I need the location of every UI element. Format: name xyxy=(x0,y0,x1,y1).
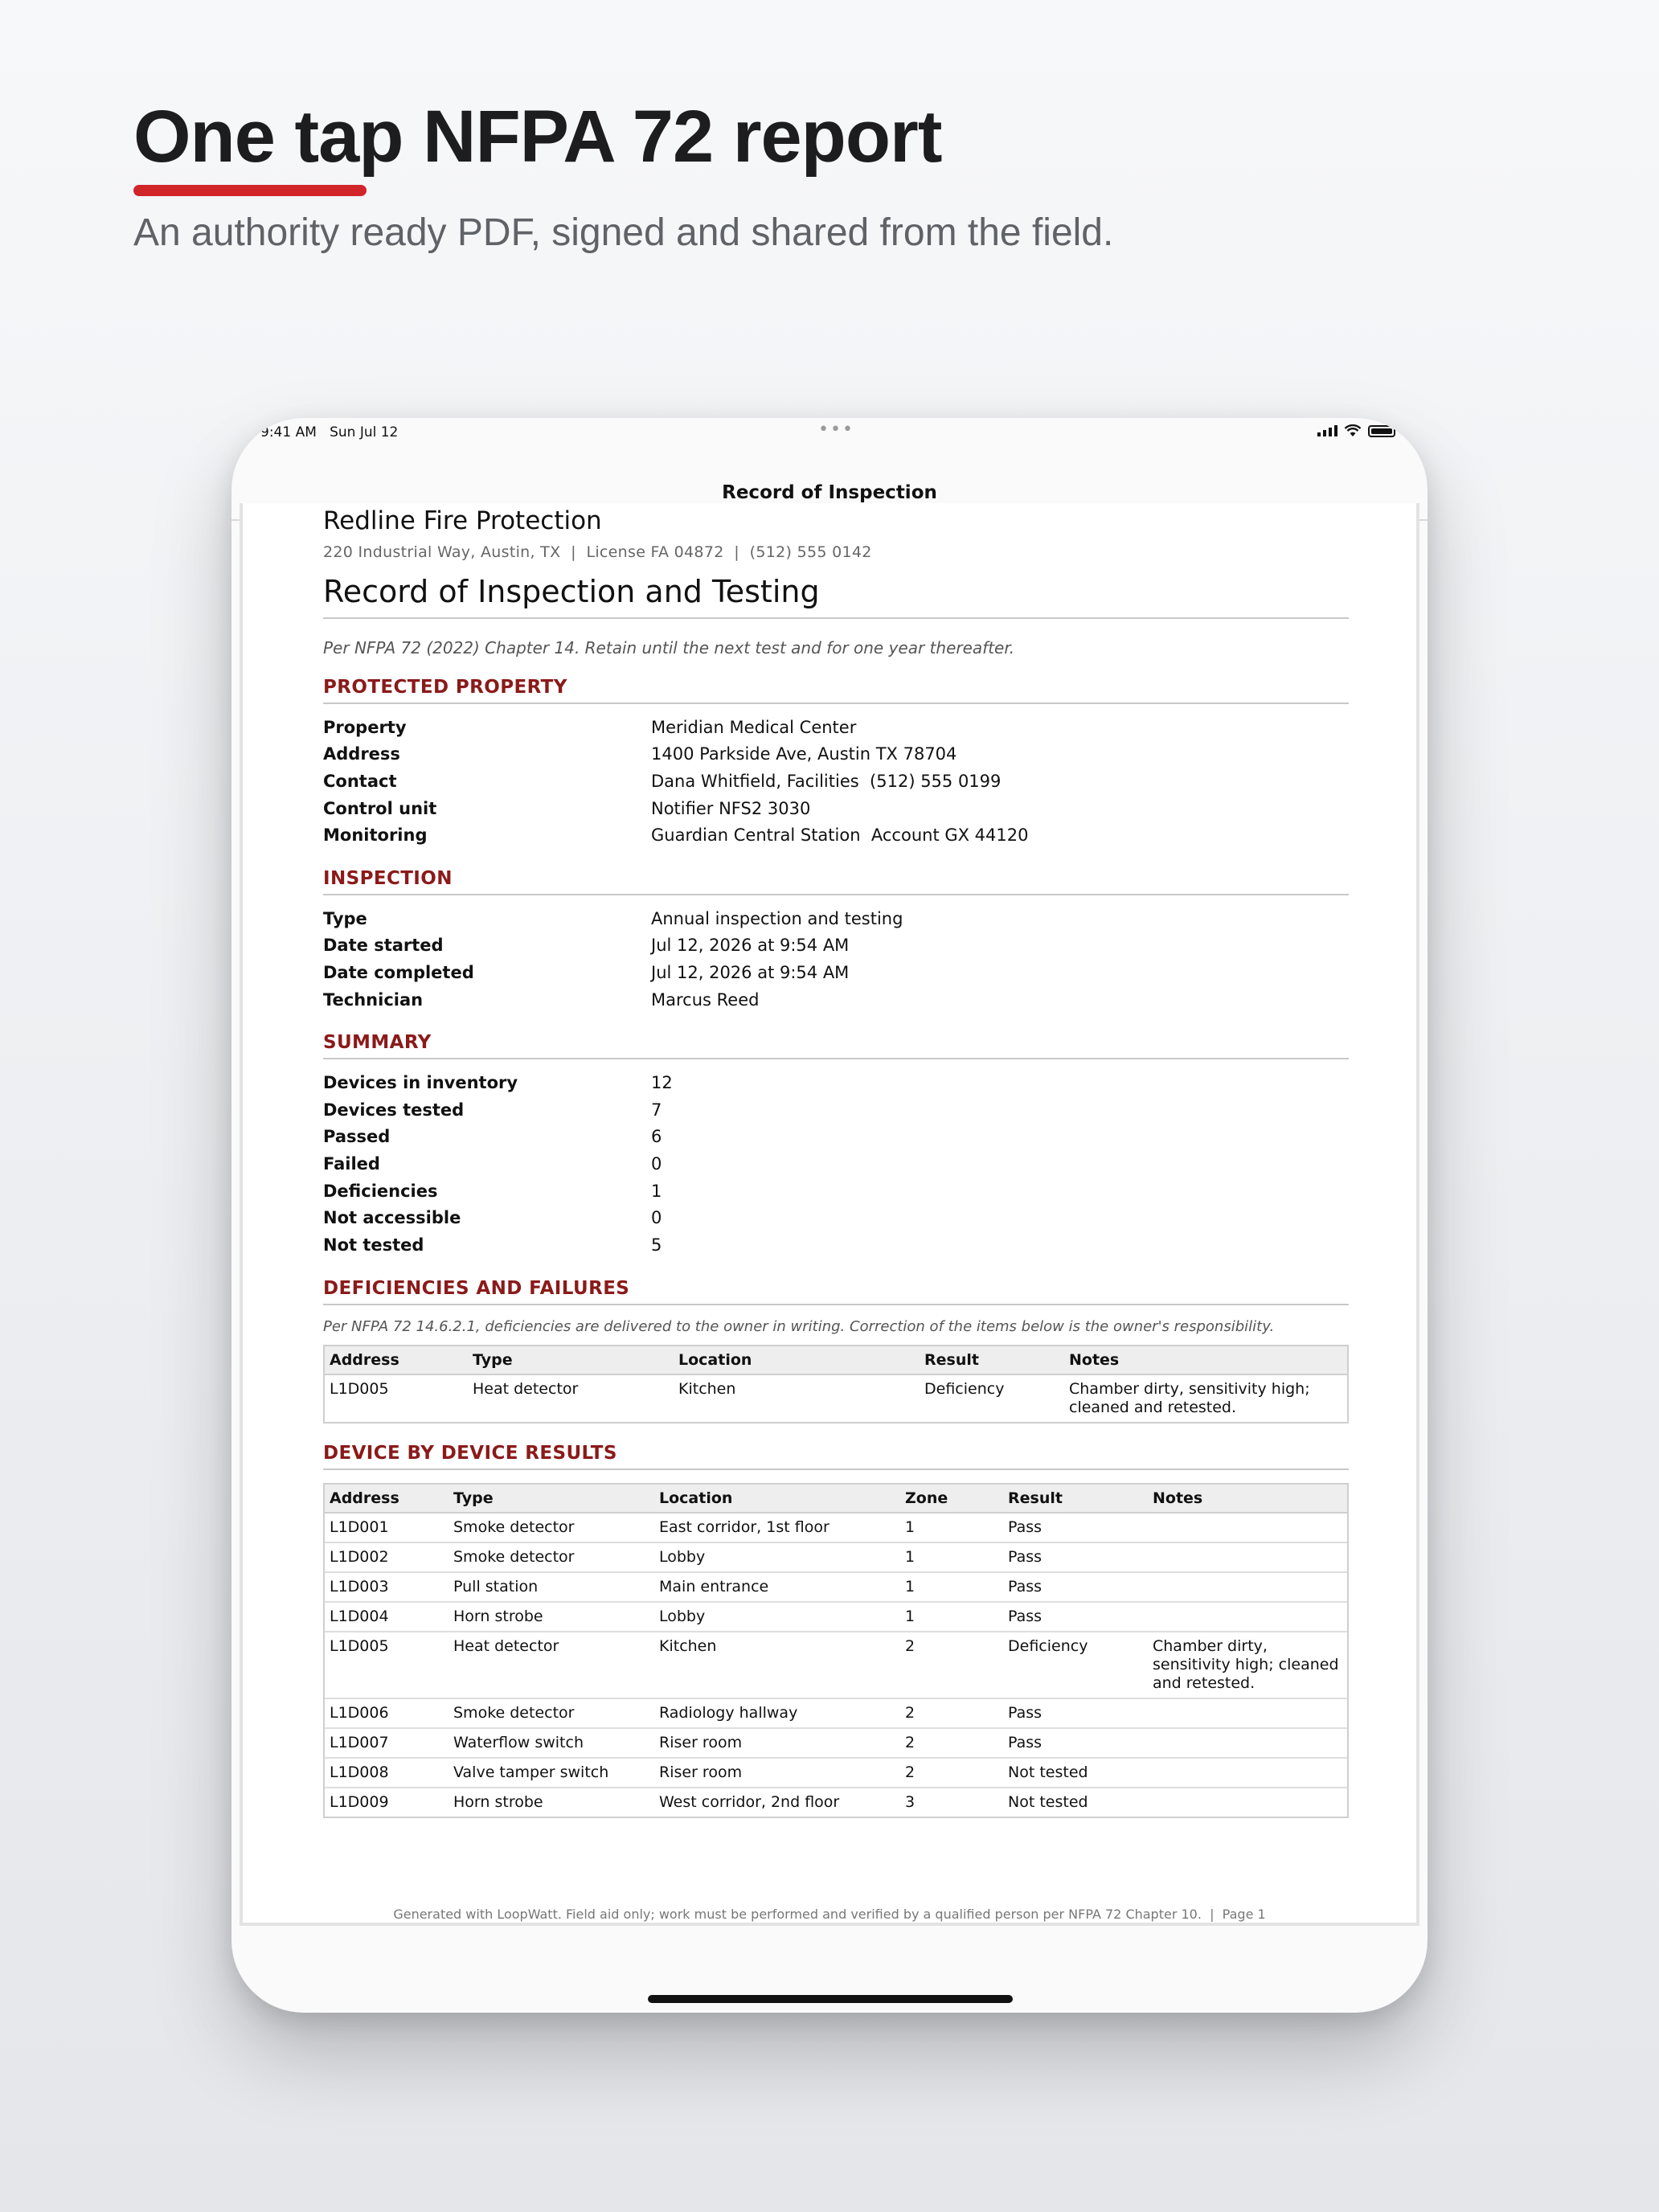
table-cell: Pull station xyxy=(449,1572,654,1602)
table-cell: L1D001 xyxy=(325,1513,449,1542)
table-cell xyxy=(1148,1542,1347,1572)
column-header: Zone xyxy=(900,1484,1003,1513)
kv-value: Meridian Medical Center xyxy=(651,717,857,737)
kv-value: Jul 12, 2026 at 9:54 AM xyxy=(651,936,850,956)
battery-icon xyxy=(1368,425,1395,437)
table-cell: L1D005 xyxy=(325,1632,449,1698)
table-cell: Smoke detector xyxy=(449,1542,654,1572)
kv-label: Failed xyxy=(323,1153,380,1174)
table-cell: Radiology hallway xyxy=(654,1698,900,1728)
table-cell: Pass xyxy=(1003,1698,1148,1728)
table-cell: L1D006 xyxy=(325,1698,449,1728)
deficiencies-table xyxy=(323,1345,1349,1423)
table-cell: 2 xyxy=(900,1728,1003,1758)
kv-row xyxy=(323,1178,1349,1205)
table-cell: L1D003 xyxy=(325,1572,449,1602)
kv-value: 1 xyxy=(651,1181,662,1201)
table-cell xyxy=(1148,1758,1347,1788)
table-cell: Horn strobe xyxy=(449,1602,654,1632)
report-document xyxy=(323,503,1349,1818)
table-cell: East corridor, 1st floor xyxy=(654,1513,900,1542)
hero-title: One tap NFPA 72 report xyxy=(133,96,942,178)
table-row xyxy=(325,1728,1347,1758)
kv-row xyxy=(323,1096,1349,1124)
kv-value: 1400 Parkside Ave, Austin TX 78704 xyxy=(651,744,957,764)
table-row xyxy=(325,1572,1347,1602)
table-cell: Deficiency xyxy=(1003,1632,1148,1698)
report-intro: Per NFPA 72 (2022) Chapter 14. Retain until the next test and for one year thereafter. xyxy=(323,638,1015,657)
tablet-frame xyxy=(231,418,1428,2013)
table-cell: Lobby xyxy=(654,1602,900,1632)
status-time: 9:41 AM Sun Jul 12 xyxy=(260,424,399,440)
table-row xyxy=(325,1758,1347,1788)
section-device-results: DEVICE BY DEVICE RESULTS xyxy=(323,1443,1349,1470)
kv-row xyxy=(323,1231,1349,1259)
kv-value: 0 xyxy=(651,1208,662,1228)
multitask-dots-icon[interactable]: ••• xyxy=(818,420,854,440)
deficiencies-note: Per NFPA 72 14.6.2.1, deficiencies are delivered to the owner in writing. Correction of the items below is the owner's responsibility. xyxy=(323,1317,1275,1335)
kv-row xyxy=(323,932,1349,960)
kv-row xyxy=(323,795,1349,822)
table-cell xyxy=(1148,1698,1347,1728)
table-cell xyxy=(1148,1788,1347,1817)
kv-value: 6 xyxy=(651,1127,662,1147)
table-cell: Main entrance xyxy=(654,1572,900,1602)
kv-label: Monitoring xyxy=(323,825,428,846)
column-header: Location xyxy=(654,1484,900,1513)
table-row xyxy=(325,1374,1347,1422)
section-summary: SUMMARY xyxy=(323,1032,1349,1059)
company-info: 220 Industrial Way, Austin, TX | License FA 04872 | (512) 555 0142 xyxy=(323,543,872,561)
table-cell: L1D008 xyxy=(325,1758,449,1788)
table-cell: 1 xyxy=(900,1572,1003,1602)
kv-row xyxy=(323,1204,1349,1231)
kv-row xyxy=(323,741,1349,768)
table-cell: 1 xyxy=(900,1602,1003,1632)
kv-value: Notifier NFS2 3030 xyxy=(651,798,811,818)
table-cell: 2 xyxy=(900,1698,1003,1728)
table-cell: Pass xyxy=(1003,1513,1148,1542)
report-title: Record of Inspection and Testing xyxy=(323,574,1349,619)
table-cell: L1D004 xyxy=(325,1602,449,1632)
kv-label: Technician xyxy=(323,989,424,1010)
table-cell: 2 xyxy=(900,1758,1003,1788)
table-cell: Heat detector xyxy=(449,1632,654,1698)
kv-row xyxy=(323,959,1349,986)
kv-label: Devices in inventory xyxy=(323,1073,518,1093)
table-cell xyxy=(1148,1513,1347,1542)
kv-value: Guardian Central Station Account GX 44120 xyxy=(651,825,1029,846)
column-header: Address xyxy=(325,1346,468,1374)
section-inspection: INSPECTION xyxy=(323,868,1349,895)
kv-label: Date completed xyxy=(323,962,474,982)
table-cell: Lobby xyxy=(654,1542,900,1572)
kv-value: 7 xyxy=(651,1100,662,1120)
table-cell: Pass xyxy=(1003,1728,1148,1758)
column-header: Result xyxy=(1003,1484,1148,1513)
table-cell: Pass xyxy=(1003,1572,1148,1602)
table-row xyxy=(325,1602,1347,1632)
table-header-row xyxy=(325,1346,1347,1374)
kv-label: Date started xyxy=(323,936,444,956)
table-cell: Riser room xyxy=(654,1758,900,1788)
table-cell: 2 xyxy=(900,1632,1003,1698)
table-cell: Chamber dirty, sensitivity high; cleaned and retested. xyxy=(1148,1632,1347,1698)
table-cell: Not tested xyxy=(1008,1792,1088,1811)
table-cell: 1 xyxy=(900,1513,1003,1542)
protected-property-list xyxy=(323,714,1349,849)
nav-title: Record of Inspection xyxy=(722,482,937,503)
pdf-page[interactable] xyxy=(240,503,1419,1926)
summary-list xyxy=(323,1069,1349,1258)
device-results-table xyxy=(323,1483,1349,1818)
table-cell: Heat detector xyxy=(473,1379,579,1398)
kv-row xyxy=(323,768,1349,795)
company-name: Redline Fire Protection xyxy=(323,506,602,535)
table-cell: Pass xyxy=(1003,1542,1148,1572)
status-icons xyxy=(1317,424,1395,437)
kv-row xyxy=(323,1150,1349,1178)
table-cell: Chamber dirty, sensitivity high; cleaned and retested. xyxy=(1069,1379,1310,1416)
kv-value: 12 xyxy=(651,1073,673,1093)
table-cell xyxy=(1148,1602,1347,1632)
kv-label: Control unit xyxy=(323,798,437,818)
kv-row xyxy=(323,905,1349,932)
kv-row xyxy=(323,986,1349,1014)
column-header: Location xyxy=(674,1346,920,1374)
table-cell: Deficiency xyxy=(924,1379,1005,1398)
table-cell: Horn strobe xyxy=(453,1792,543,1811)
kv-label: Passed xyxy=(323,1127,391,1147)
column-header: Result xyxy=(920,1346,1064,1374)
hero-subtitle: An authority ready PDF, signed and shared from the field. xyxy=(133,211,1114,254)
column-header: Type xyxy=(468,1346,674,1374)
table-row xyxy=(325,1513,1347,1542)
table-cell: Not tested xyxy=(1003,1758,1148,1788)
kv-row xyxy=(323,1069,1349,1096)
table-cell: Riser room xyxy=(654,1728,900,1758)
column-header: Type xyxy=(449,1484,654,1513)
table-row xyxy=(325,1698,1347,1728)
section-deficiencies: DEFICIENCIES AND FAILURES xyxy=(323,1278,1349,1305)
kv-label: Type xyxy=(323,908,367,928)
kv-label: Property xyxy=(323,717,407,737)
home-indicator[interactable] xyxy=(648,1995,1013,2003)
table-row xyxy=(325,1632,1347,1698)
table-row xyxy=(325,1542,1347,1572)
section-protected-property: PROTECTED PROPERTY xyxy=(323,677,1349,704)
column-header: Notes xyxy=(1148,1484,1347,1513)
kv-value: Jul 12, 2026 at 9:54 AM xyxy=(651,962,850,982)
table-header-row xyxy=(325,1484,1347,1513)
table-cell: L1D005 xyxy=(330,1379,389,1398)
kv-row xyxy=(323,821,1349,849)
column-header: Address xyxy=(325,1484,449,1513)
kv-row xyxy=(323,1124,1349,1151)
table-cell: West corridor, 2nd floor xyxy=(659,1792,840,1811)
kv-value: 5 xyxy=(651,1235,662,1255)
table-row xyxy=(325,1788,1347,1817)
wifi-icon xyxy=(1344,424,1362,437)
hero-underline xyxy=(133,185,367,196)
kv-label: Not tested xyxy=(323,1235,424,1255)
kv-label: Deficiencies xyxy=(323,1181,438,1201)
kv-label: Contact xyxy=(323,771,397,791)
kv-value: Dana Whitfield, Facilities (512) 555 0199 xyxy=(651,771,1002,791)
table-cell xyxy=(1148,1572,1347,1602)
cellular-signal-icon xyxy=(1317,425,1337,436)
table-cell: L1D007 xyxy=(325,1728,449,1758)
kv-value: 0 xyxy=(651,1153,662,1174)
table-cell: Kitchen xyxy=(654,1632,900,1698)
kv-value: Marcus Reed xyxy=(651,989,760,1010)
status-bar xyxy=(231,418,1428,450)
table-cell: 1 xyxy=(900,1542,1003,1572)
table-cell xyxy=(1148,1728,1347,1758)
table-cell: Waterflow switch xyxy=(449,1728,654,1758)
table-cell: Kitchen xyxy=(678,1379,736,1398)
kv-row xyxy=(323,714,1349,741)
table-cell: L1D009 xyxy=(330,1792,389,1811)
table-cell: 3 xyxy=(905,1792,916,1811)
table-cell: Pass xyxy=(1003,1602,1148,1632)
table-cell: Valve tamper switch xyxy=(449,1758,654,1788)
inspection-list xyxy=(323,905,1349,1013)
table-cell: L1D002 xyxy=(325,1542,449,1572)
column-header: Notes xyxy=(1064,1346,1347,1374)
kv-label: Address xyxy=(323,744,400,764)
kv-label: Not accessible xyxy=(323,1208,461,1228)
page-footer: Generated with LoopWatt. Field aid only; work must be performed and verified by a qualified person per NFPA 72 Chapter 10. | Page 1 xyxy=(393,1907,1266,1922)
kv-label: Devices tested xyxy=(323,1100,465,1120)
table-cell: Smoke detector xyxy=(449,1513,654,1542)
table-cell: Smoke detector xyxy=(449,1698,654,1728)
kv-value: Annual inspection and testing xyxy=(651,908,903,928)
